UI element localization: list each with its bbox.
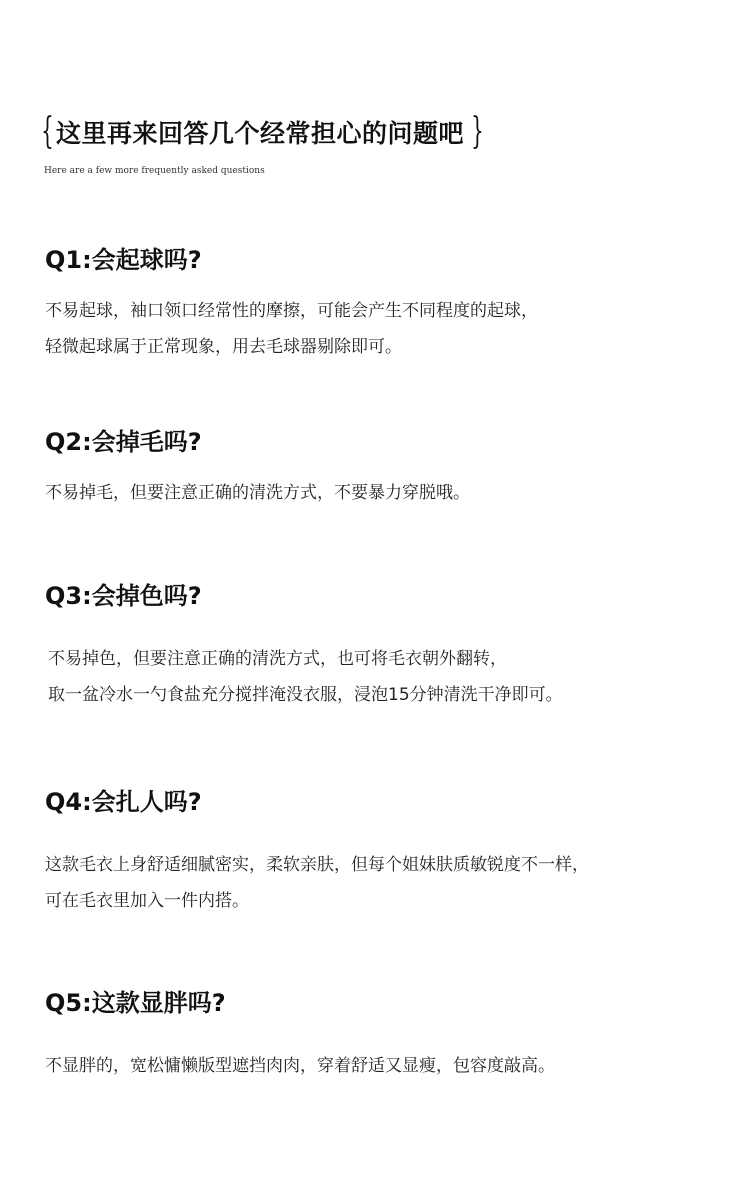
question-2: Q2:会掉毛吗? (45, 428, 202, 456)
left-brace-decoration: { (41, 111, 54, 152)
question-1: Q1:会起球吗? (45, 246, 202, 274)
page-title: 这里再来回答几个经常担心的问题吧 (56, 119, 465, 148)
title-row (38, 110, 698, 154)
answer-5 (45, 1048, 715, 1084)
faq-item-2 (45, 422, 715, 511)
page-subtitle: Here are a few more frequently asked questions (44, 166, 265, 176)
answer-3 (48, 641, 715, 713)
faq-item-1 (45, 240, 715, 365)
faq-item-3 (45, 576, 715, 713)
answer-3-line-2: 取一盆冷水一勺食盐充分搅拌淹没衣服，浸泡15分钟清洗干净即可。 (48, 685, 563, 705)
answer-4 (45, 847, 715, 919)
answer-1-line-2: 轻微起球属于正常现象，用去毛球器剔除即可。 (45, 337, 402, 357)
answer-1-line-1: 不易起球，袖口领口经常性的摩擦，可能会产生不同程度的起球， (45, 301, 538, 321)
faq-item-4 (45, 782, 715, 919)
answer-1 (45, 293, 715, 365)
answer-5-line-1: 不显胖的，宽松慵懒版型遮挡肉肉，穿着舒适又显瘦，包容度敲高。 (45, 1056, 555, 1076)
faq-item-5 (45, 983, 715, 1084)
answer-4-line-1: 这款毛衣上身舒适细腻密实，柔软亲肤，但每个姐妹肤质敏锐度不一样， (45, 855, 589, 875)
answer-2-line-1: 不易掉毛，但要注意正确的清洗方式，不要暴力穿脱哦。 (45, 483, 470, 503)
question-4: Q4:会扎人吗? (45, 788, 202, 816)
faq-header (38, 110, 698, 176)
answer-2 (45, 475, 715, 511)
right-brace-decoration: } (471, 111, 484, 152)
question-3: Q3:会掉色吗? (45, 582, 202, 610)
question-5: Q5:这款显胖吗? (45, 989, 226, 1017)
answer-4-line-2: 可在毛衣里加入一件内搭。 (45, 891, 249, 911)
answer-3-line-1: 不易掉色，但要注意正确的清洗方式，也可将毛衣朝外翻转， (48, 649, 507, 669)
